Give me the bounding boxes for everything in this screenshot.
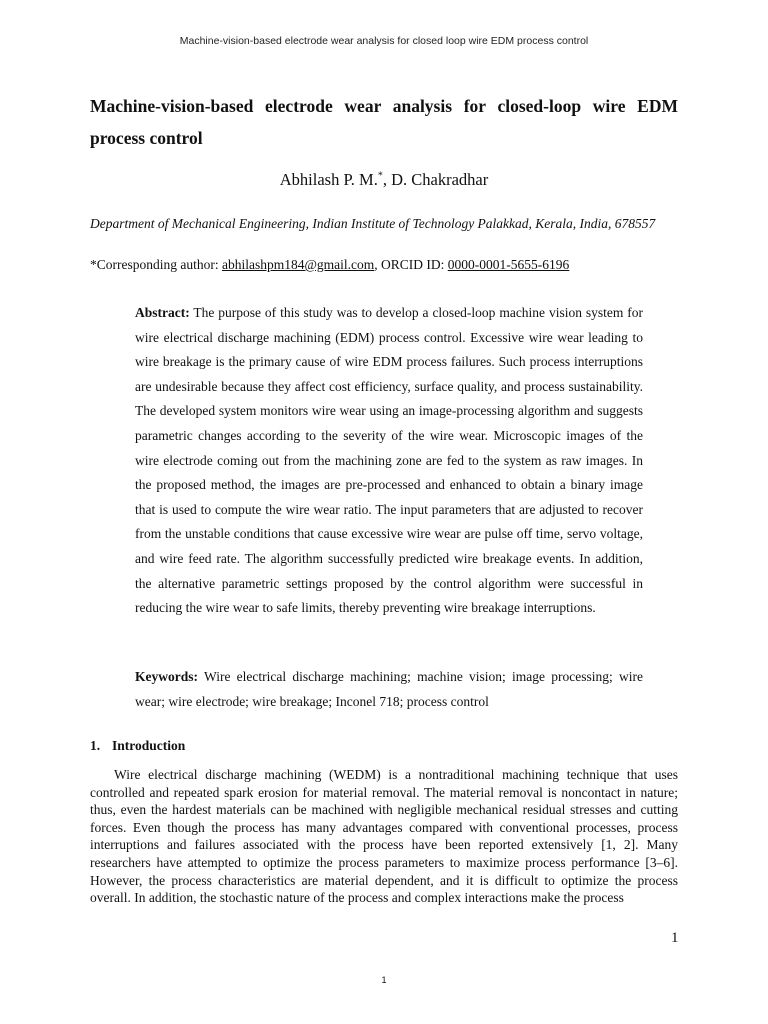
footer-page-number: 1 <box>381 975 387 985</box>
section-heading-introduction <box>90 738 185 754</box>
abstract-text: The purpose of this study was to develop a closed-loop machine vision system for wire electrical discharge machining (EDM) process control. Excessive wire wear leading to wire breakage is the primary cause of wire EDM process failures. Such process interruptions are undesirable because they affect cost efficiency, surface quality, and process sustainability. The developed system monitors wire wear using an image-processing algorithm and suggests parametric changes according to the severity of the wire wear. Microscopic images of the wire electrode coming out from the machining zone are fed to the system as raw images. In the proposed method, the images are pre-processed and enhanced to obtain a binary image that is used to compute the wire wear ratio. The input parameters that are adjusted to recover from the unstable conditions that cause excessive wire wear are pulse off time, servo voltage, and wire feed rate. The algorithm successfully predicted wire breakage events. In addition, the alternative parametric settings proposed by the control algorithm were successful in reducing the wire wear to safe limits, thereby preventing wire breakage interruptions. <box>135 305 643 616</box>
author-rest: , D. Chakradhar <box>382 170 489 189</box>
author-first: Abhilash P. M. <box>279 170 378 189</box>
corresponding-mark: * <box>377 170 383 182</box>
author-list <box>0 170 768 190</box>
orcid-link[interactable]: 0000-0001-5655-6196 <box>447 257 570 272</box>
section-title: Introduction <box>112 738 186 753</box>
keywords-text: Wire electrical discharge machining; machine vision; image processing; wire wear; wire electrode; wire breakage; Inconel 718; process control <box>135 669 643 709</box>
running-header: Machine-vision-based electrode wear analysis for closed loop wire EDM process control <box>179 35 589 47</box>
corresponding-prefix: *Corresponding author: <box>90 257 222 272</box>
introduction-paragraph: Wire electrical discharge machining (WEDM) is a nontraditional machining technique that uses controlled and repeated spark erosion for material removal. The material removal is noncontact in nature; thus, even the hardest materials can be machined with negligible mechanical residual stresses and cutting forces. Even though the process has many advantages compared with conventional processes, process interruptions and failures associated with the process have been reported extensively [1, 2]. Many researchers have attempted to optimize the process parameters to maximize process performance [3–6]. However, the process characteristics are material dependent, and it is difficult to optimize the process overall. In addition, the stochastic nature of the process and complex interactions make the process <box>90 767 678 906</box>
affiliation: Department of Mechanical Engineering, Indian Institute of Technology Palakkad, Kerala, India, 678557 <box>90 216 656 231</box>
abstract <box>135 301 643 621</box>
section-number: 1. <box>90 738 101 753</box>
corresponding-author <box>90 257 690 273</box>
paper-title: Machine-vision-based electrode wear analysis for closed-loop wire EDM process control <box>90 96 678 148</box>
keywords-label: Keywords: <box>135 669 198 684</box>
orcid-prefix: , ORCID ID: <box>374 257 448 272</box>
keywords <box>135 664 643 714</box>
page-number: 1 <box>671 930 679 946</box>
abstract-label: Abstract: <box>135 305 190 320</box>
email-link[interactable]: abhilashpm184@gmail.com <box>221 257 375 272</box>
